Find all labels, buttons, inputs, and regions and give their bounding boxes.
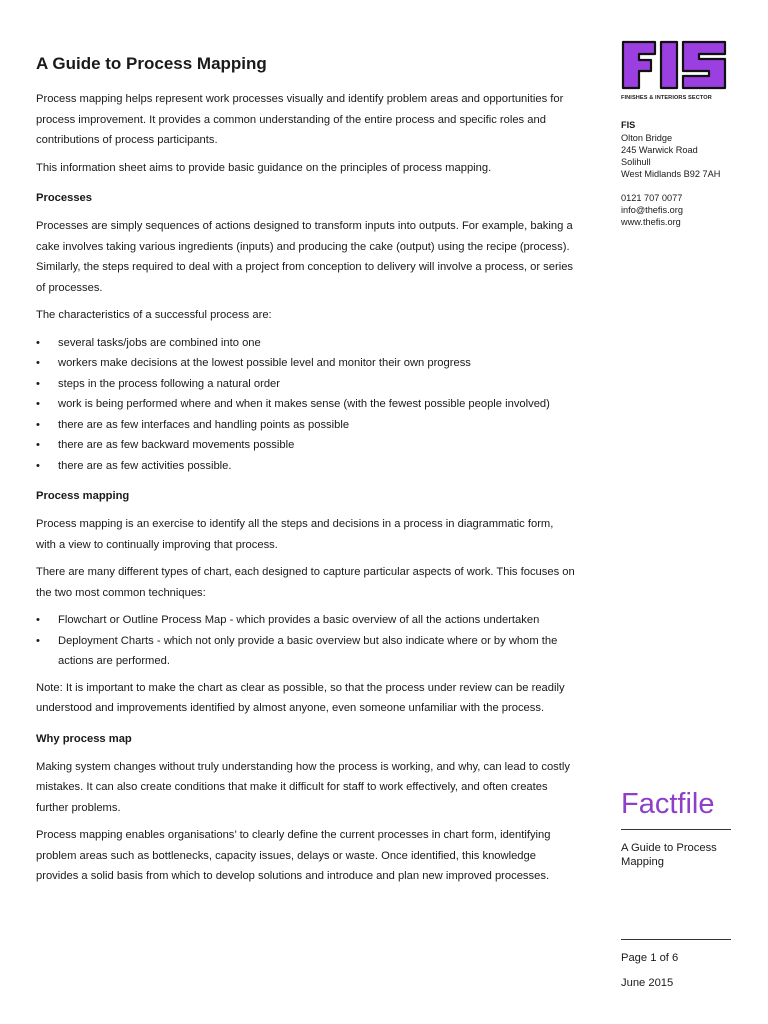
list-item: • work is being performed where and when it makes sense (with the fewest possible people involved): [36, 398, 550, 410]
note-paragraph: Note: It is important to make the chart as clear as possible, so that the process under review can be readily understood and improvements identified by almost anyone, even someone unfamiliar with the process.: [36, 681, 565, 714]
section-heading-why-process-map: Why process map: [36, 732, 132, 745]
factfile-block: [621, 786, 731, 869]
fis-logo: [621, 40, 733, 104]
contact-block: [621, 192, 733, 228]
fis-logo-mark: [621, 40, 729, 90]
list-item: • workers make decisions at the lowest possible level and monitor their own progress: [36, 357, 471, 369]
techniques-list: [36, 610, 576, 672]
sidebar: [621, 40, 733, 228]
characteristics-list: [36, 333, 576, 477]
intro-paragraph: This information sheet aims to provide basic guidance on the principles of process mapping.: [36, 161, 492, 174]
section-heading-processes: Processes: [36, 192, 92, 204]
list-item: • Deployment Charts - which not only provide a basic overview but also indicate where or by whom the actions are performed.: [36, 634, 558, 667]
divider: [621, 829, 731, 830]
list-item: • there are as few activities possible.: [36, 459, 232, 472]
address-line: West Midlands B92 7AH: [621, 169, 721, 179]
website-link[interactable]: www.thefis.org: [621, 217, 681, 227]
why-paragraph: Process mapping enables organisations’ to clearly define the current processes in chart form, identifying problem areas such as bottlenecks, capacity issues, delays or waste. Once identified, this knowledge provides a solid basis from which to develop solutions and introduce and plan new improved processes.: [36, 829, 551, 882]
address-line: 245 Warwick Road: [621, 145, 698, 155]
factfile-subtitle: A Guide to Process Mapping: [621, 842, 717, 868]
email-link[interactable]: info@thefis.org: [621, 205, 683, 215]
why-paragraph: Making system changes without truly understanding how the process is working, and why, can lead to costly mistakes. It can also create conditions that make it difficult for staff to work effectively, and often creates further problems.: [36, 760, 570, 814]
publish-date: June 2015: [621, 977, 674, 989]
section-heading-process-mapping: Process mapping: [36, 490, 130, 502]
logo-tagline: FINISHES & INTERIORS SECTOR: [621, 95, 712, 101]
address-line: Solihull: [621, 157, 651, 167]
list-item: • steps in the process following a natural order: [36, 377, 281, 390]
page-footer: [621, 939, 731, 989]
address-line: Olton Bridge: [621, 133, 673, 143]
page-title: A Guide to Process Mapping: [36, 54, 267, 73]
main-content: [36, 54, 576, 894]
list-item: • there are as few backward movements possible: [36, 439, 295, 451]
processes-paragraph: The characteristics of a successful process are:: [36, 309, 272, 321]
mapping-paragraph: There are many different types of chart, each designed to capture particular aspects of work. This focuses on the two most common techniques:: [36, 566, 575, 599]
factfile-title: Factfile: [621, 788, 715, 820]
mapping-paragraph: Process mapping is an exercise to identify all the steps and decisions in a process in diagrammatic form, with a view to continually improving that process.: [36, 518, 554, 551]
processes-paragraph: Processes are simply sequences of actions designed to transform inputs into outputs. For example, baking a cake involves taking various ingredients (inputs) and producing the cake (output) using the recipe (process). Similarly, the steps required to deal with a project from conception to delivery will involve a process, or series of processes.: [36, 220, 574, 294]
page-number: Page 1 of 6: [621, 952, 679, 964]
org-name: FIS: [621, 120, 636, 130]
phone-number: 0121 707 0077: [621, 193, 683, 203]
list-item: • several tasks/jobs are combined into one: [36, 336, 261, 349]
address-block: [621, 119, 733, 180]
divider: [621, 939, 731, 940]
list-item: • there are as few interfaces and handling points as possible: [36, 418, 350, 431]
list-item: • Flowchart or Outline Process Map - which provides a basic overview of all the actions undertaken: [36, 614, 540, 626]
intro-paragraph: Process mapping helps represent work processes visually and identify problem areas and opportunities for process improvement. It provides a common understanding of the entire process and specific roles and contributions of process participants.: [36, 93, 564, 146]
